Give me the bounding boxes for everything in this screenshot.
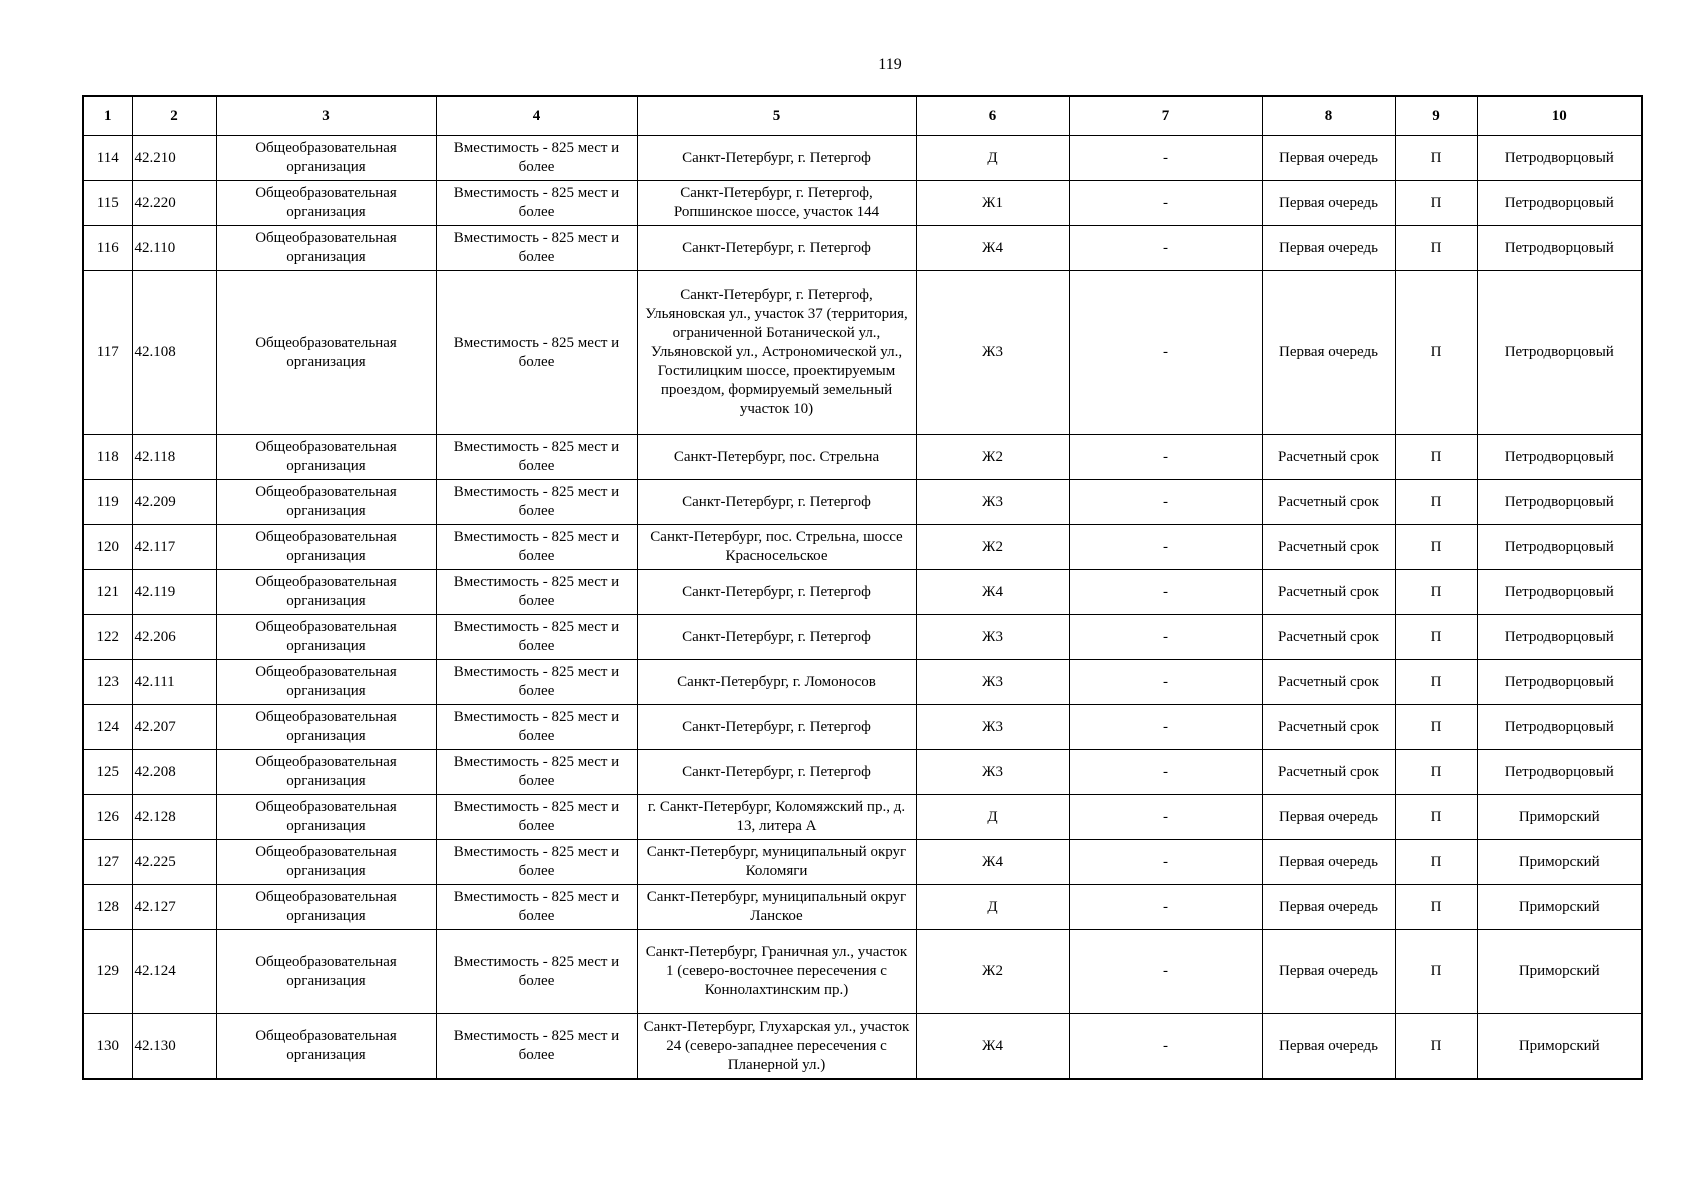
column-9-cell: П [1395, 181, 1477, 226]
object-type-cell: Общеобразовательная организация [216, 795, 436, 840]
column-9-cell: П [1395, 271, 1477, 435]
code-cell: 42.124 [132, 930, 216, 1014]
header-row [83, 96, 1642, 136]
column-7-cell: - [1069, 615, 1262, 660]
zone-cell: Д [916, 136, 1069, 181]
column-7-cell: - [1069, 271, 1262, 435]
stage-cell: Первая очередь [1262, 885, 1395, 930]
column-9-cell: П [1395, 795, 1477, 840]
column-9-cell: П [1395, 885, 1477, 930]
capacity-cell: Вместимость - 825 мест и более [436, 271, 637, 435]
capacity-cell: Вместимость - 825 мест и более [436, 750, 637, 795]
object-type-cell: Общеобразовательная организация [216, 705, 436, 750]
object-type-cell: Общеобразовательная организация [216, 480, 436, 525]
address-cell: Санкт-Петербург, г. Ломоносов [637, 660, 916, 705]
district-cell: Петродворцовый [1477, 181, 1642, 226]
row-number-cell: 120 [83, 525, 132, 570]
stage-cell: Первая очередь [1262, 795, 1395, 840]
column-9-cell: П [1395, 660, 1477, 705]
column-7-cell: - [1069, 750, 1262, 795]
object-type-cell: Общеобразовательная организация [216, 525, 436, 570]
stage-cell: Первая очередь [1262, 840, 1395, 885]
address-cell: г. Санкт-Петербург, Коломяжский пр., д. 13, литера А [637, 795, 916, 840]
district-cell: Приморский [1477, 840, 1642, 885]
zone-cell: Ж3 [916, 750, 1069, 795]
address-cell: Санкт-Петербург, муниципальный округ Коломяги [637, 840, 916, 885]
object-type-cell: Общеобразовательная организация [216, 226, 436, 271]
code-cell: 42.225 [132, 840, 216, 885]
capacity-cell: Вместимость - 825 мест и более [436, 705, 637, 750]
object-type-cell: Общеобразовательная организация [216, 136, 436, 181]
stage-cell: Первая очередь [1262, 226, 1395, 271]
district-cell: Петродворцовый [1477, 750, 1642, 795]
capacity-cell: Вместимость - 825 мест и более [436, 930, 637, 1014]
stage-cell: Первая очередь [1262, 1014, 1395, 1080]
capacity-cell: Вместимость - 825 мест и более [436, 435, 637, 480]
table-row [83, 570, 1642, 615]
zone-cell: Ж4 [916, 226, 1069, 271]
table-row [83, 435, 1642, 480]
column-9-cell: П [1395, 705, 1477, 750]
table-row [83, 750, 1642, 795]
district-cell: Приморский [1477, 1014, 1642, 1080]
stage-cell: Расчетный срок [1262, 480, 1395, 525]
code-cell: 42.210 [132, 136, 216, 181]
object-type-cell: Общеобразовательная организация [216, 435, 436, 480]
column-header: 4 [436, 96, 637, 136]
column-9-cell: П [1395, 1014, 1477, 1080]
table-row [83, 525, 1642, 570]
column-7-cell: - [1069, 226, 1262, 271]
page-number: 119 [878, 56, 902, 73]
zone-cell: Ж2 [916, 435, 1069, 480]
stage-cell: Расчетный срок [1262, 660, 1395, 705]
capacity-cell: Вместимость - 825 мест и более [436, 615, 637, 660]
district-cell: Петродворцовый [1477, 435, 1642, 480]
code-cell: 42.119 [132, 570, 216, 615]
zone-cell: Ж3 [916, 271, 1069, 435]
column-7-cell: - [1069, 525, 1262, 570]
code-cell: 42.130 [132, 1014, 216, 1080]
column-header: 8 [1262, 96, 1395, 136]
column-7-cell: - [1069, 795, 1262, 840]
district-cell: Петродворцовый [1477, 570, 1642, 615]
code-cell: 42.117 [132, 525, 216, 570]
row-number-cell: 127 [83, 840, 132, 885]
zone-cell: Д [916, 795, 1069, 840]
table-row [83, 795, 1642, 840]
column-7-cell: - [1069, 181, 1262, 226]
code-cell: 42.110 [132, 226, 216, 271]
district-cell: Петродворцовый [1477, 136, 1642, 181]
column-header: 2 [132, 96, 216, 136]
column-7-cell: - [1069, 136, 1262, 181]
column-9-cell: П [1395, 435, 1477, 480]
table-row [83, 271, 1642, 435]
zone-cell: Ж3 [916, 705, 1069, 750]
column-7-cell: - [1069, 570, 1262, 615]
object-type-cell: Общеобразовательная организация [216, 271, 436, 435]
address-cell: Санкт-Петербург, г. Петергоф [637, 480, 916, 525]
address-cell: Санкт-Петербург, Граничная ул., участок 1 (северо-восточнее пересечения с Коннолахтинским пр.) [637, 930, 916, 1014]
stage-cell: Расчетный срок [1262, 570, 1395, 615]
table-row [83, 930, 1642, 1014]
table-row [83, 181, 1642, 226]
capacity-cell: Вместимость - 825 мест и более [436, 181, 637, 226]
stage-cell: Первая очередь [1262, 181, 1395, 226]
stage-cell: Первая очередь [1262, 136, 1395, 181]
address-cell: Санкт-Петербург, г. Петергоф, Ульяновская ул., участок 37 (территория, ограниченной Ботанической ул., Ульяновской ул., Астрономической ул., Гостилицким шоссе, проектируемым проездом, формируемый земельный участок 10) [637, 271, 916, 435]
row-number-cell: 125 [83, 750, 132, 795]
column-9-cell: П [1395, 226, 1477, 271]
zone-cell: Ж3 [916, 660, 1069, 705]
address-cell: Санкт-Петербург, Глухарская ул., участок 24 (северо-западнее пересечения с Планерной ул.) [637, 1014, 916, 1080]
code-cell: 42.111 [132, 660, 216, 705]
stage-cell: Первая очередь [1262, 271, 1395, 435]
stage-cell: Расчетный срок [1262, 435, 1395, 480]
table-body [83, 136, 1642, 1080]
column-7-cell: - [1069, 435, 1262, 480]
column-9-cell: П [1395, 525, 1477, 570]
object-type-cell: Общеобразовательная организация [216, 930, 436, 1014]
column-9-cell: П [1395, 750, 1477, 795]
column-9-cell: П [1395, 570, 1477, 615]
column-9-cell: П [1395, 930, 1477, 1014]
column-header: 7 [1069, 96, 1262, 136]
code-cell: 42.208 [132, 750, 216, 795]
district-cell: Приморский [1477, 930, 1642, 1014]
district-cell: Петродворцовый [1477, 705, 1642, 750]
table-row [83, 840, 1642, 885]
address-cell: Санкт-Петербург, г. Петергоф [637, 226, 916, 271]
district-cell: Петродворцовый [1477, 226, 1642, 271]
code-cell: 42.206 [132, 615, 216, 660]
zone-cell: Ж2 [916, 930, 1069, 1014]
capacity-cell: Вместимость - 825 мест и более [436, 480, 637, 525]
object-type-cell: Общеобразовательная организация [216, 181, 436, 226]
capacity-cell: Вместимость - 825 мест и более [436, 525, 637, 570]
table-row [83, 226, 1642, 271]
capacity-cell: Вместимость - 825 мест и более [436, 226, 637, 271]
code-cell: 42.127 [132, 885, 216, 930]
capacity-cell: Вместимость - 825 мест и более [436, 660, 637, 705]
address-cell: Санкт-Петербург, г. Петергоф, Ропшинское шоссе, участок 144 [637, 181, 916, 226]
object-type-cell: Общеобразовательная организация [216, 840, 436, 885]
column-9-cell: П [1395, 615, 1477, 660]
zone-cell: Ж4 [916, 840, 1069, 885]
capacity-cell: Вместимость - 825 мест и более [436, 570, 637, 615]
column-9-cell: П [1395, 840, 1477, 885]
capacity-cell: Вместимость - 825 мест и более [436, 885, 637, 930]
table-row [83, 615, 1642, 660]
column-9-cell: П [1395, 480, 1477, 525]
code-cell: 42.220 [132, 181, 216, 226]
zone-cell: Ж4 [916, 570, 1069, 615]
object-type-cell: Общеобразовательная организация [216, 660, 436, 705]
column-7-cell: - [1069, 480, 1262, 525]
column-7-cell: - [1069, 840, 1262, 885]
code-cell: 42.128 [132, 795, 216, 840]
row-number-cell: 115 [83, 181, 132, 226]
column-header: 6 [916, 96, 1069, 136]
column-header: 10 [1477, 96, 1642, 136]
stage-cell: Расчетный срок [1262, 525, 1395, 570]
row-number-cell: 122 [83, 615, 132, 660]
stage-cell: Расчетный срок [1262, 615, 1395, 660]
column-7-cell: - [1069, 885, 1262, 930]
stage-cell: Первая очередь [1262, 930, 1395, 1014]
zone-cell: Ж4 [916, 1014, 1069, 1080]
row-number-cell: 118 [83, 435, 132, 480]
object-type-cell: Общеобразовательная организация [216, 1014, 436, 1080]
district-cell: Петродворцовый [1477, 271, 1642, 435]
district-cell: Приморский [1477, 795, 1642, 840]
row-number-cell: 116 [83, 226, 132, 271]
district-cell: Петродворцовый [1477, 660, 1642, 705]
table-row [83, 705, 1642, 750]
address-cell: Санкт-Петербург, г. Петергоф [637, 705, 916, 750]
zone-cell: Ж3 [916, 615, 1069, 660]
table-row [83, 480, 1642, 525]
capacity-cell: Вместимость - 825 мест и более [436, 136, 637, 181]
row-number-cell: 114 [83, 136, 132, 181]
table-row [83, 136, 1642, 181]
zone-cell: Ж3 [916, 480, 1069, 525]
column-header: 3 [216, 96, 436, 136]
row-number-cell: 130 [83, 1014, 132, 1080]
capacity-cell: Вместимость - 825 мест и более [436, 1014, 637, 1080]
column-header: 9 [1395, 96, 1477, 136]
zone-cell: Ж1 [916, 181, 1069, 226]
row-number-cell: 121 [83, 570, 132, 615]
zone-cell: Ж2 [916, 525, 1069, 570]
code-cell: 42.108 [132, 271, 216, 435]
stage-cell: Расчетный срок [1262, 750, 1395, 795]
table-row [83, 885, 1642, 930]
object-type-cell: Общеобразовательная организация [216, 750, 436, 795]
district-cell: Приморский [1477, 885, 1642, 930]
address-cell: Санкт-Петербург, г. Петергоф [637, 750, 916, 795]
address-cell: Санкт-Петербург, муниципальный округ Ланское [637, 885, 916, 930]
district-cell: Петродворцовый [1477, 480, 1642, 525]
row-number-cell: 117 [83, 271, 132, 435]
column-9-cell: П [1395, 136, 1477, 181]
column-7-cell: - [1069, 660, 1262, 705]
row-number-cell: 123 [83, 660, 132, 705]
row-number-cell: 128 [83, 885, 132, 930]
column-7-cell: - [1069, 930, 1262, 1014]
address-cell: Санкт-Петербург, г. Петергоф [637, 615, 916, 660]
row-number-cell: 124 [83, 705, 132, 750]
code-cell: 42.209 [132, 480, 216, 525]
row-number-cell: 129 [83, 930, 132, 1014]
stage-cell: Расчетный срок [1262, 705, 1395, 750]
address-cell: Санкт-Петербург, пос. Стрельна, шоссе Красносельское [637, 525, 916, 570]
district-cell: Петродворцовый [1477, 525, 1642, 570]
table-row [83, 660, 1642, 705]
zone-cell: Д [916, 885, 1069, 930]
address-cell: Санкт-Петербург, пос. Стрельна [637, 435, 916, 480]
object-type-cell: Общеобразовательная организация [216, 885, 436, 930]
capacity-cell: Вместимость - 825 мест и более [436, 840, 637, 885]
data-table [82, 95, 1643, 1080]
code-cell: 42.118 [132, 435, 216, 480]
column-7-cell: - [1069, 1014, 1262, 1080]
address-cell: Санкт-Петербург, г. Петергоф [637, 136, 916, 181]
column-header: 1 [83, 96, 132, 136]
code-cell: 42.207 [132, 705, 216, 750]
table-row [83, 1014, 1642, 1080]
row-number-cell: 126 [83, 795, 132, 840]
district-cell: Петродворцовый [1477, 615, 1642, 660]
column-7-cell: - [1069, 705, 1262, 750]
address-cell: Санкт-Петербург, г. Петергоф [637, 570, 916, 615]
column-header: 5 [637, 96, 916, 136]
capacity-cell: Вместимость - 825 мест и более [436, 795, 637, 840]
object-type-cell: Общеобразовательная организация [216, 615, 436, 660]
row-number-cell: 119 [83, 480, 132, 525]
object-type-cell: Общеобразовательная организация [216, 570, 436, 615]
